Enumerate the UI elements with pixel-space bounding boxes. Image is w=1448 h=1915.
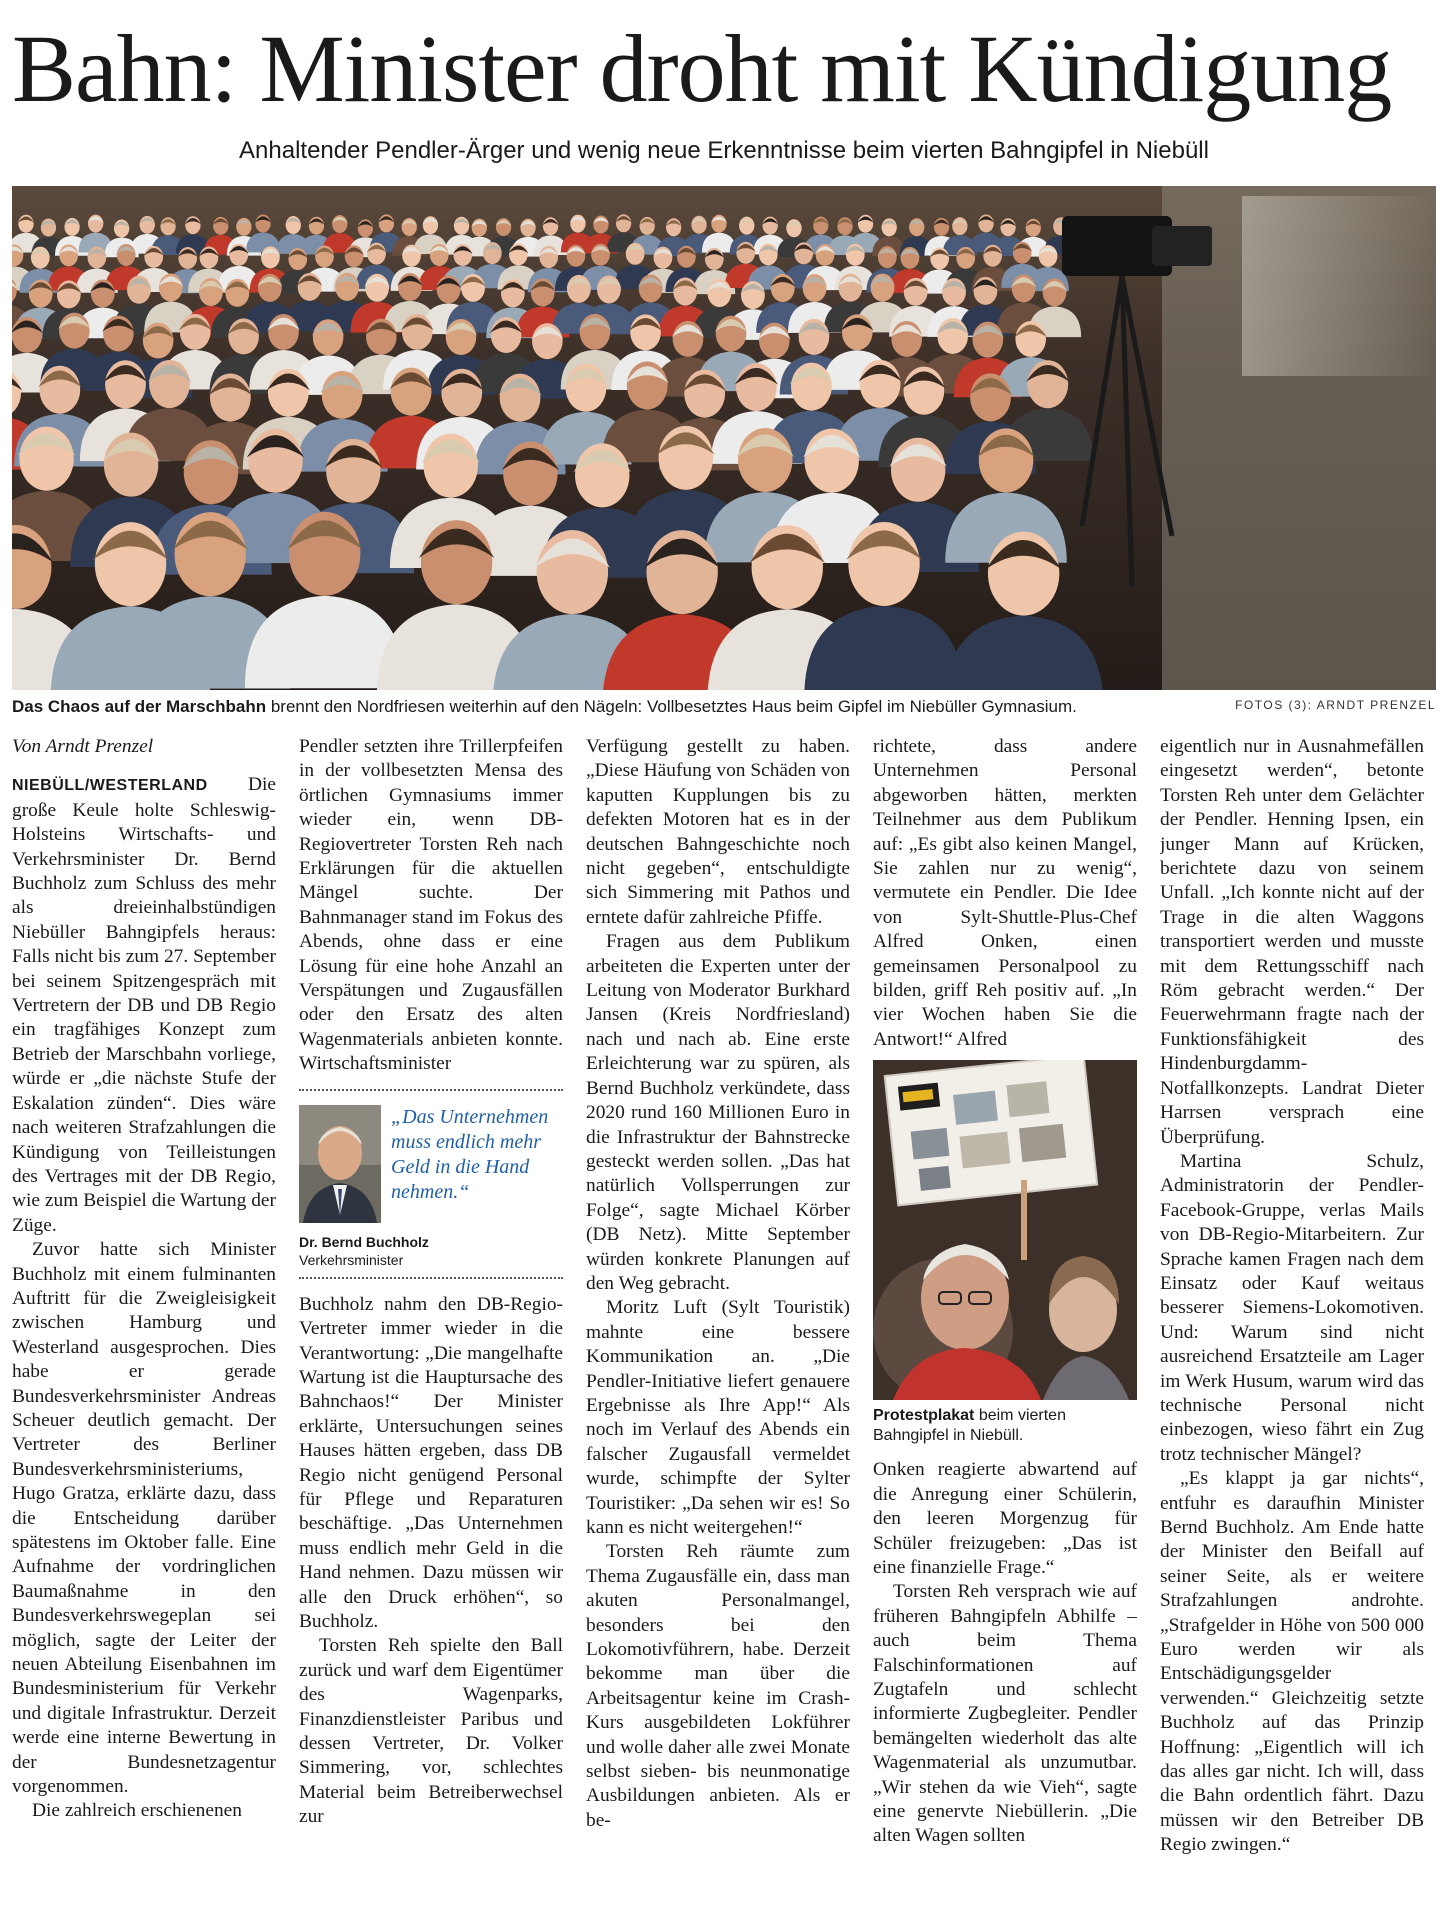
photo-caption-text: brennt den Nordfriesen weiterhin auf den Nägeln: Vollbesetztes Haus beim Gipfel im Niebüller Gymnasium. <box>266 697 1077 716</box>
pull-quote: „Das Unternehmen muss endlich mehr Geld in die Hand nehmen.“ <box>391 1105 549 1203</box>
paragraph: Martina Schulz, Administratorin der Pendler-Facebook-Gruppe, verlas Mails von DB-Regio-Mitarbeitern. Zur Sprache kamen Fragen nach dem Einsatz oder Kauf weitaus besserer Siemens-Lokomotiven. Und: Warum sind nicht ausreichend Ersatzteile am Lager im Werk Husum, warum wird das technische Personal nicht einbezogen, wieso fährt ein Zug trotz technischer Mängel? <box>1160 1150 1424 1465</box>
paragraph: Onken reagierte abwartend auf die Anregung einer Schülerin, den leeren Morgenzug für Schüler freizugeben: „Das ist eine finanzielle Frage.“ <box>873 1459 1137 1578</box>
article-column-1 <box>12 735 276 1907</box>
protest-caption-text: beim vierten Bahngipfel in Niebüll. <box>873 1407 1066 1445</box>
audience-photo-illustration <box>12 186 1436 690</box>
quote-author-role: Verkehrsminister <box>299 1251 404 1268</box>
protest-photo-caption <box>873 1406 1137 1446</box>
subheadline: Anhaltender Pendler-Ärger und wenig neue Erkenntnisse beim vierten Bahngipfel in Niebüll <box>239 137 1209 164</box>
paragraph: Torsten Reh räumte zum Thema Zugausfälle ein, dass man akuten Personalmangel, besonders bei den Lokomotivführern, habe. Derzeit bekomme man über die Arbeitsagentur keine im Crash-Kurs ausgebildeten Lokführer und wolle daher alle zwei Monate selbst sieben- bis neunmonatige Ausbildungen anbieten. Als er be- <box>586 1541 850 1831</box>
article-column-5 <box>1160 735 1424 1907</box>
paragraph: Zuvor hatte sich Minister Buchholz mit einem fulminanten Auftritt für die Zweigleisigkeit zwischen Hamburg und Westerland ausgesprochen. Dies habe er gerade Bundesverkehrsminister Andreas Scheuer deutlich gemacht. Der Vertreter des Berliner Bundesverkehrsministeriums, Hugo Gratza, erklärte dazu, dass die Entscheidung darüber spätestens im Oktober falle. Eine Aufnahme der vordringlichen Baumaßnahme in den Bundesverkehrswegeplan sei möglich, sagte der Leiter der neuen Abteilung Eisenbahnen im Bundesministerium für Verkehr und digitale Infrastruktur. Derzeit werde eine interne Bewertung in der Bundesnetzagentur vorgenommen. <box>12 1239 276 1798</box>
paragraph: Torsten Reh spielte den Ball zurück und warf dem Eigentümer des Wagenparks, Finanzdienstleister Paribus und dessen Vertreter, Dr. Volker Simmering, vor, schlechtes Material beim Betreiberwechsel zur <box>299 1635 563 1828</box>
article-column-3 <box>586 735 850 1907</box>
article-column-4 <box>873 735 1137 1907</box>
paragraph: Buchholz nahm den DB-Regio-Vertreter immer wieder in die Verantwortung: „Die mangelhafte Wartung ist die Hauptursache des Bahnchaos!“ Der Minister erklärte, Untersuchungen seines Hauses hätten ergeben, dass DB Regio nicht genügend Personal für Pflege und Reparaturen beschäftige. „Das Unternehmen muss endlich mehr Geld in die Hand nehmen. Dazu müssen wir alle den Druck erhöhen“, so Buchholz. <box>299 1293 563 1632</box>
photo-caption <box>12 695 1436 719</box>
paragraph: richtete, dass andere Unternehmen Personal abgeworben hätten, merkten Teilnehmer aus dem Publikum auf: „Es gibt also keinen Mangel, Sie zahlen nur zu wenig“, vermutete ein Pendler. Die Idee von Sylt-Shuttle-Plus-Chef Alfred Onken, einen gemeinsamen Personalpool zu bilden, griff Reh positiv auf. „In vier Wochen haben Sie die Antwort!“ Alfred <box>873 736 1137 1050</box>
paragraph: Verfügung gestellt zu haben. „Diese Häufung von Schäden von kaputten Kupplungen bis zu defekten Motoren hat es in der deutschen Bahngeschichte noch nicht gegeben“, entschuldigte sich Simmering mit Pathos und erntete dafür zahlreiche Pfiffe. <box>586 736 850 928</box>
paragraph: Torsten Reh versprach wie auf früheren Bahngipfeln Abhilfe – auch beim Thema Falschinformationen auf Zugtafeln und schlecht informierte Zugbegleiter. Pendler bemängelten wiederholt das alte Wagenmaterial als unzumutbar. „Wir stehen da wie Vieh“, sagte eine genervte Niebüllerin. „Die alten Wagen sollten <box>873 1581 1137 1847</box>
paragraph: „Es klappt ja gar nichts“, entfuhr es daraufhin Minister Bernd Buchholz. Am Ende hatte der Minister den Beifall auf seiner Seite, als er weitere Strafzahlungen androhte. „Strafgelder in Höhe von 500 000 Euro werden wir als Entschädigungsgelder verwenden.“ Gleichzeitig setzte Buchholz auf das Prinzip Hoffnung: „Eigentlich will ich das alles gar nicht. Ich will, dass die Bahn ordentlich fährt. Dazu müssen wir den Betreiber DB Regio zwingen.“ <box>1160 1468 1424 1856</box>
paragraph: Die große Keule holte Schleswig-Holsteins Wirtschafts- und Verkehrsminister Dr. Bernd Buchholz zum Schluss des mehr als dreieinhalbstündigen Niebüller Bahngipfels heraus: Falls nicht bis zum 27. September bei seinem Spitzengespräch mit Vertretern der DB und DB Regio ein tragfähiges Konzept zum Betrieb der Marschbahn vorliege, würde er „die nächste Stufe der Eskalation zünden“. Dies wäre nach weiteren Strafzahlungen die Kündigung von Teilleistungen des Vertrages mit der DB Regio, wie zum Beispiel die Wartung der Züge. <box>12 774 276 1236</box>
photo-caption-bold: Das Chaos auf der Marschbahn <box>12 697 267 716</box>
headline: Bahn: Minister droht mit Kündigung <box>12 15 1392 122</box>
portrait-photo <box>299 1105 381 1223</box>
photo-credit: FOTOS (3): ARNDT PRENZEL <box>1235 698 1436 712</box>
article-column-2 <box>299 735 563 1907</box>
paragraph: Die zahlreich erschienenen <box>32 1800 242 1822</box>
byline: Von Arndt Prenzel <box>12 736 154 757</box>
paragraph: Fragen aus dem Publikum arbeiteten die Experten unter der Leitung von Moderator Burkhard Jansen (Kreis Nordfriesland) nach und nach ab. Eine erste Erleichterung war zu spüren, als Bernd Buchholz verkündete, dass 2020 rund 160 Millionen Euro in die Infrastruktur der Bahnstrecke gesteckt werden sollen. „Das hat natürlich Vollsperrungen zur Folge“, sagte Michael Körber (DB Netz). Mitte September würden konkrete Planungen auf den Weg gebracht. <box>586 931 850 1294</box>
paragraph: Moritz Luft (Sylt Touristik) mahnte eine bessere Kommunikation an. „Die Pendler-Initiative liefert genauere Ergebnisse als Ihre App!“ Als noch im Verlauf des Abends ein falscher Zugausfall vermeldet wurde, schimpfte der Sylter Touristiker: „Da sehen wir es! So kann es nicht weitergehen!“ <box>586 1297 850 1538</box>
protest-photo <box>873 1060 1137 1400</box>
protest-photo-box <box>873 1060 1137 1446</box>
protest-caption-bold: Protestplakat <box>873 1407 975 1425</box>
paragraph: Pendler setzten ihre Trillerpfeifen in der vollbesetzten Mensa des örtlichen Gymnasiums immer wieder ein, wenn DB-Regiovertreter Torsten Reh nach Erklärungen für die aktuellen Mängel suchte. Der Bahnmanager stand im Fokus des Abends, ohne dass er eine Lösung für eine hohe Anzahl an Verspätungen und Zugausfällen oder den Ersatz des alten Wagenmaterials anbieten konnte. Wirtschaftsminister <box>299 736 563 1075</box>
audience-photo <box>12 186 1436 690</box>
lead-paragraph <box>12 773 276 1238</box>
dateline: NIEBÜLL/WESTERLAND <box>12 777 208 795</box>
quote-box <box>299 1089 563 1279</box>
paragraph: eigentlich nur in Ausnahmefällen eingesetzt werden“, betonte Torsten Reh unter dem Gelächter der Pendler. Henning Ipsen, ein junger Mann auf Krücken, berichtete dazu von seinem Unfall. „Ich konnte nicht auf der Trage in die alten Waggons transportiert werden und musste mit dem Rettungsschiff nach Röm gebracht werden.“ Der Feuerwehrmann fragte nach der Funktionsfähigkeit des Hindenburgdamm-Notfallkonzepts. Landrat Dieter Harrsen versprach eine Überprüfung. <box>1160 736 1424 1148</box>
quote-author: Dr. Bernd Buchholz <box>299 1233 429 1250</box>
